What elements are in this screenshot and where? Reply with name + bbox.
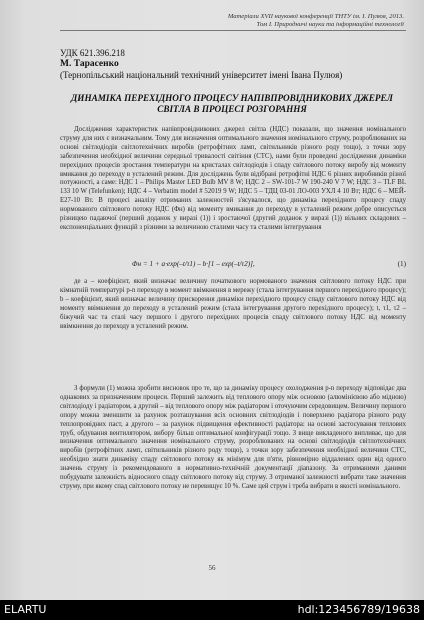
- body-paragraph-3: [60, 385, 406, 492]
- running-header-line2: Том І. Природничі науки та інформаційні технології: [256, 21, 404, 28]
- author-name: М. Тарасенко: [60, 59, 119, 69]
- running-header-line1: Матеріали XVII наукової конференції ТНТУ ім. І. Пулюя, 2013.: [227, 13, 404, 20]
- repository-label[interactable]: ELARTU: [4, 603, 47, 616]
- author-affiliation: (Тернопільський національний технічний університет імені Івана Пулюя): [60, 70, 343, 80]
- formula-expression: Φн = 1 + a·exp(–t/τ1) – b·[1 – exp(–t/τ2)],: [132, 260, 255, 268]
- paragraph-text: З формули (1) можна зробити висновок про те, що за динаміку процесу охолодження р-n переходу відповідає два однакових за призначенням процеси. Перший залежить від теплового опору між основою (алюмінієвою або мідною) світлодіоду і радіатором, а другий – від теплового опору між радіатором і оточуючим середовищем. Величину першого опору можна зменшити за рахунок розташування всіх основних світлодіодів і поверхнею радіатора різного роду теплопровідних паст, а другого – за рахунок підвищення ефективності радіатора: на основі застосування теплових труб, обдування вентилятором, вибору більш оптимальної конфігурації тощо. З вище викладеного випливає, що для визначення оптимального значення номінального струму, розроблюваних на основі світлодіодів світлотехнічних виробів (ретрофітних ламп, світильників різного роду тощо), з точки зору забезпечення необхідної величини СТС, необхідно знати динаміку спаду світлового потоку як мінімум для п'яти, рівномірно віддалених один від одного значень струму із рекомендованого в нормативно-технічній документації діапазону. За отриманими даними побудувати залежність відносного спаду світлового потоку від струму. З отриманої залежності вибрати таке значення струму, при якому спад світлового потоку не перевищує 10 %. Саме цей струм і треба вибрати в якості номінального.: [60, 385, 406, 490]
- viewer-footer-bar: [0, 600, 424, 620]
- paragraph-text: де a – коефіцієнт, який визначає величину початкового нормованого значення світлового потоку НДС при кімнатній температурі р-n переходу в момент ввімкнення в мережу (стала інтегрування першого перехідного процесу); b – коефіцієнт, який визначає величину прискорення динаміки перехідного процесу спаду світлового потоку НДС від моменту ввімкнення до переходу в усталений режим (стала інтегрування другого перехідного процесу); t, τ1, τ2 – біжучий час та сталі часу першого і другого перехідних процесів спаду світлового потоку НДС від моменту ввімкнення до переходу в усталений режим.: [60, 278, 406, 330]
- formula-number: (1): [397, 260, 406, 268]
- article-title: ДИНАМІКА ПЕРЕХІДНОГО ПРОЦЕСУ НАПІВПРОВІДНИКОВИХ ДЖЕРЕЛ СВІТЛА В ПРОЦЕСІ РОЗГОРАННЯ: [71, 93, 393, 114]
- header-divider: [60, 30, 406, 31]
- paragraph-text: Дослідження характеристик напівпровідникових джерел світла (НДС) показали, що значення номінального струму для них є визначальним. Тому для визначення оптимального значення номінального струму, розроблюваних на основі світлодіодів світлотехнічних виробів (ретрофітних ламп, світильників різного роду тощо), з точки зору забезпечення необхідної величини середньої тривалості світіння (СТС), нами були проведені дослідження динаміки перехідних процесів зростання температури на кристалах світлодіодів і спаду світлового потоку виробу від моменту вмикання до переходу в усталений режим. Для досліджень були відібрані ретрофітні НДС 6 різних виробників різної потужності, а саме: НДС 1 – Philips Master LED Bulb MV 8 W; НДС 2 – SW-101-7 W 190-240 V 7 W; НДС 3 – TLF BL 133 10 W (Telefunken); НДС 4 – Verbatim model # 52019 9 W; НДС 5 – ТДЦ 03-01 ЛО-003 УХЛ 4 10 Вт; НДС 6 – МЕЙ-E27-10 Вт. В процесі аналізу отриманих залежностей з'ясувалося, що динаміка перехідного процесу спаду нормованого світлового потоку НДС (Φн) від моменту вмикання до переходу в усталений режим добре описується різницею падаючої (перший доданок у виразі (1)) і зростаючої (другий доданок у виразі (1)) вільних складових – експоненціальних функцій з різними за величиною сталими часу та сталими інтегрування: [60, 126, 406, 231]
- page-number: 56: [208, 564, 216, 572]
- handle-identifier[interactable]: hdl:123456789/19638: [297, 603, 420, 616]
- body-paragraph-1: [60, 126, 406, 233]
- udc-code: УДК 621.396.218: [60, 48, 125, 58]
- body-paragraph-2: [60, 278, 406, 331]
